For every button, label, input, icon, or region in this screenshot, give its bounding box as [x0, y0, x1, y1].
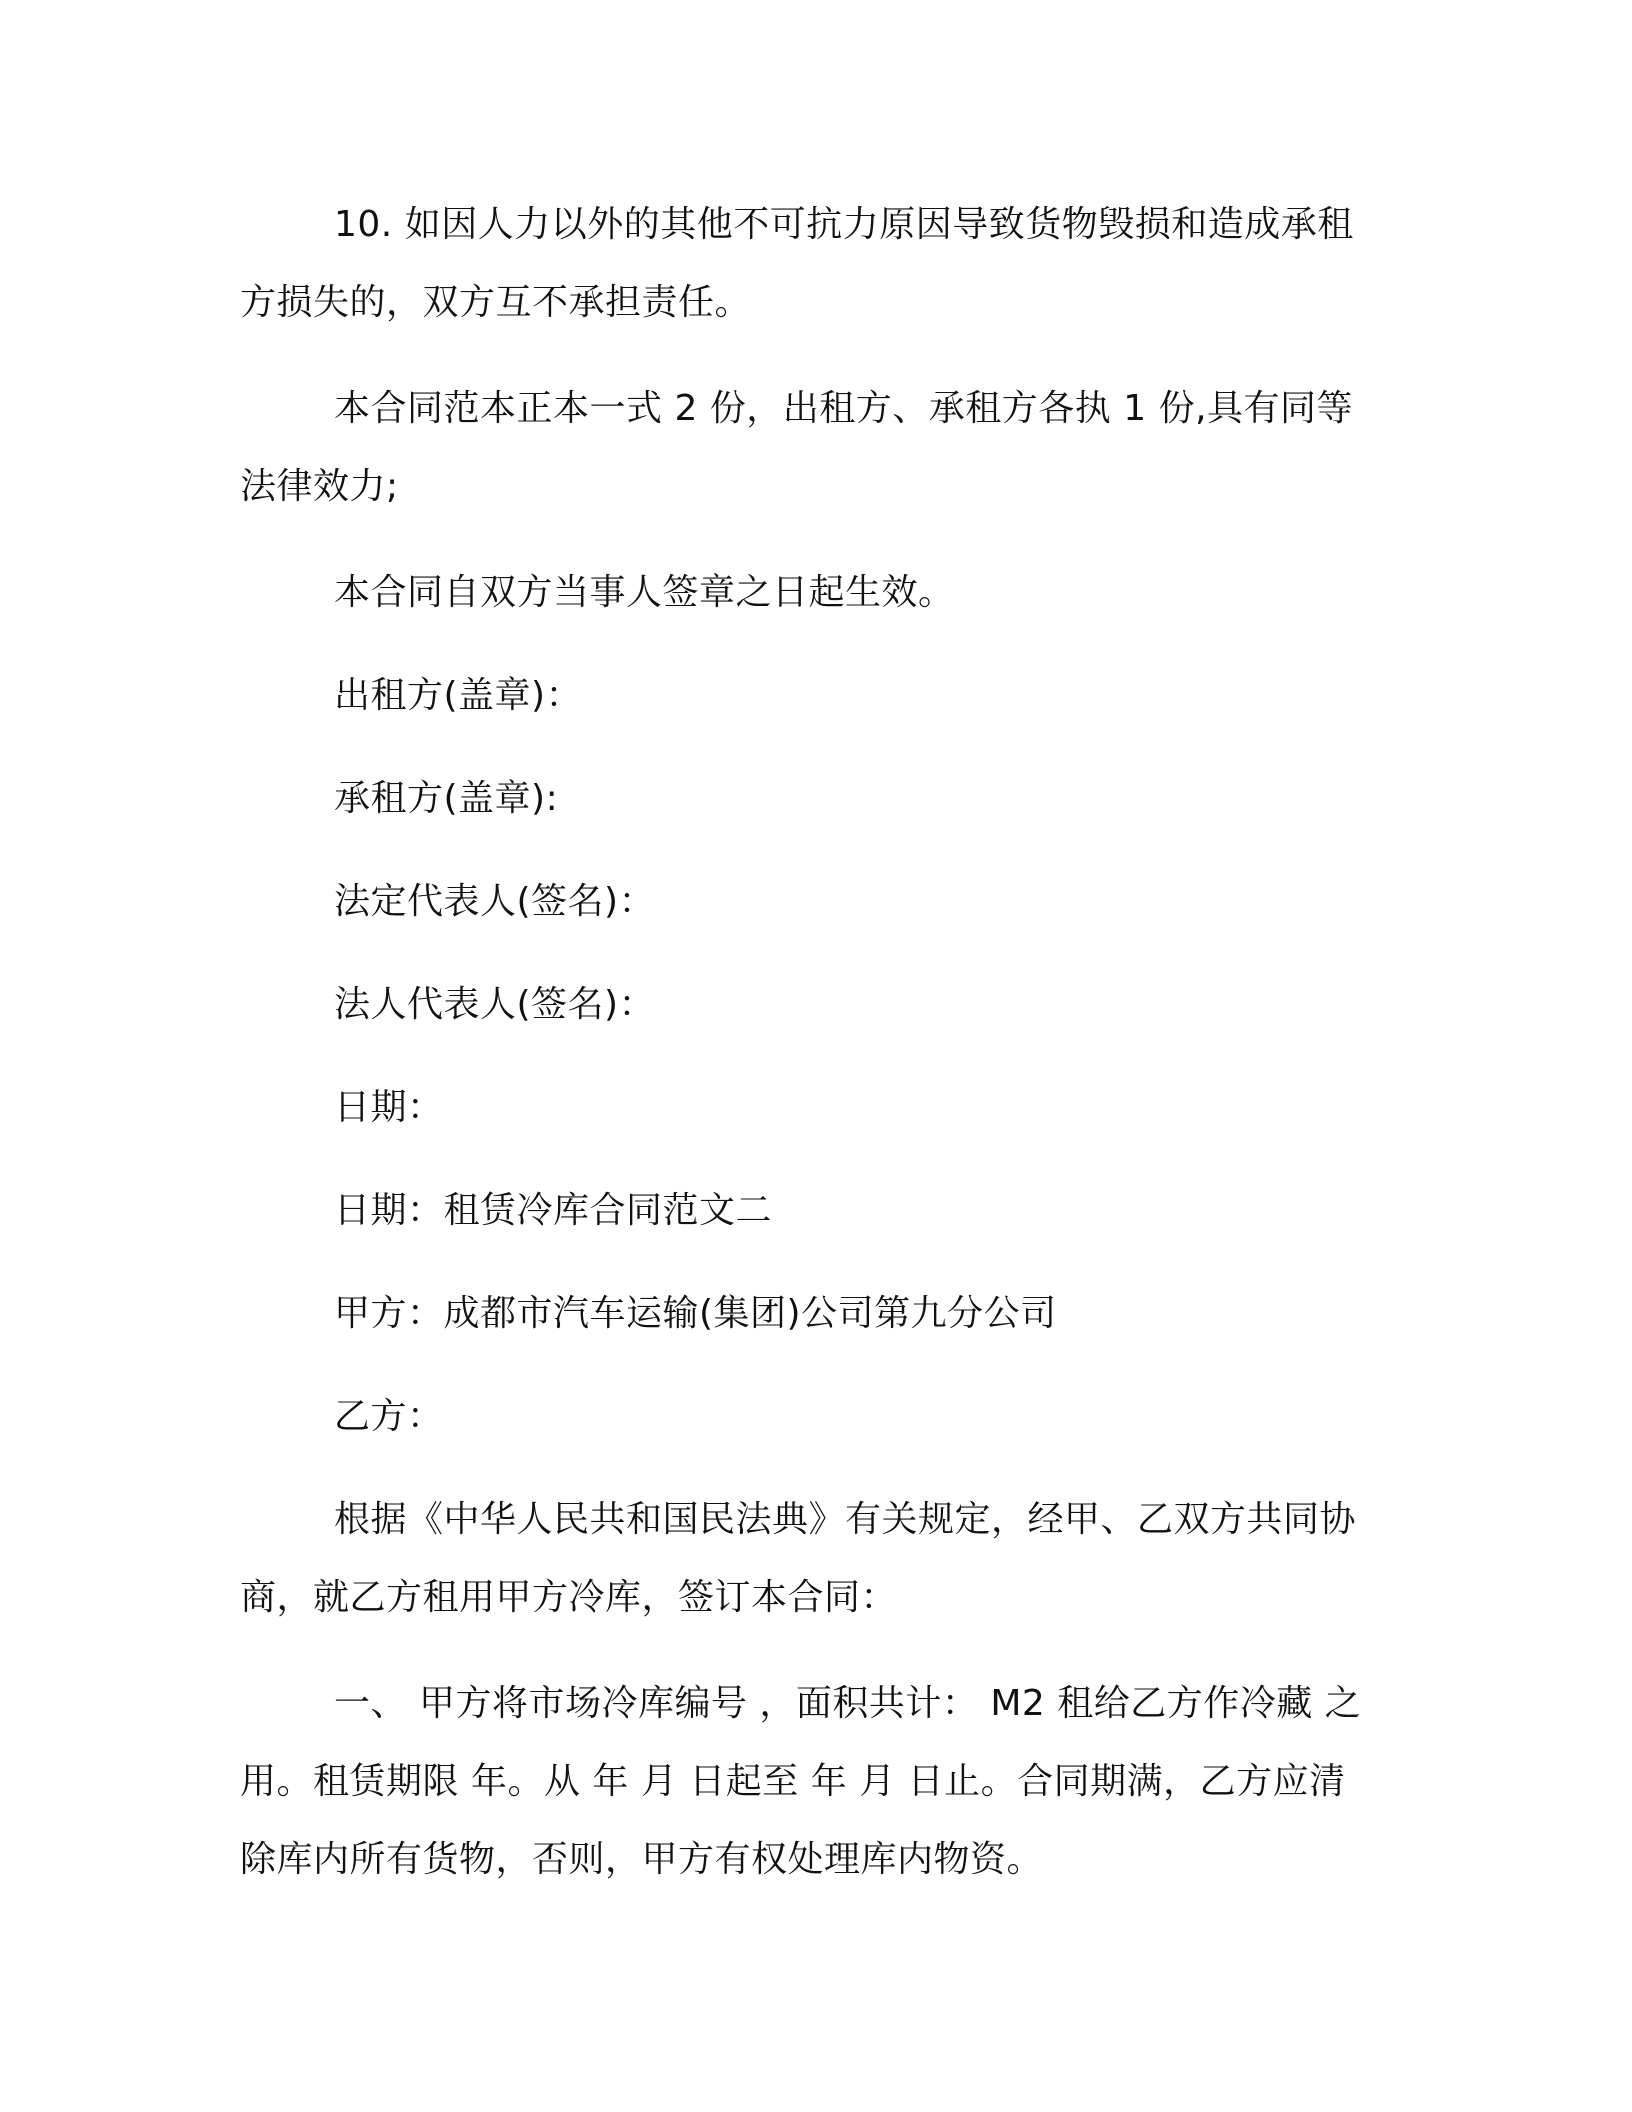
document-body — [240, 186, 1370, 1899]
lessor-seal-line: 出租方(盖章)： — [334, 675, 583, 716]
lessee-seal-line: 承租方(盖章): — [334, 778, 559, 819]
article-one-paragraph: 一、 甲方将市场冷库编号 ，面积共计： M2 租给乙方作冷藏 之用。租赁期限 年。从 年 月 日起至 年 月 日止。合同期满，乙方应清除库内所有货物，否则，甲方有权处理库内物资。 — [240, 1683, 1362, 1880]
corporate-representative-line: 法人代表人(签名)： — [334, 984, 656, 1025]
clause-force-majeure: 10. 如因人力以外的其他不可抗力原因导致货物毁损和造成承租方损失的，双方互不承担责任。 — [240, 204, 1354, 323]
preamble-paragraph: 根据《中华人民共和国民法典》有关规定，经甲、乙双方共同协商，就乙方租用甲方冷库，签订本合同： — [240, 1499, 1357, 1618]
legal-representative-line: 法定代表人(签名)： — [334, 881, 656, 922]
party-b-line: 乙方： — [334, 1396, 444, 1437]
date-line: 日期： — [334, 1087, 444, 1128]
party-a-line: 甲方：成都市汽车运输(集团)公司第九分公司 — [334, 1293, 1057, 1334]
clause-copies: 本合同范本正本一式 2 份，出租方、承租方各执 1 份,具有同等法律效力; — [240, 388, 1354, 507]
clause-effective: 本合同自双方当事人签章之日起生效。 — [334, 572, 955, 613]
date-line-second-contract-title: 日期：租赁冷库合同范文二 — [334, 1190, 773, 1231]
